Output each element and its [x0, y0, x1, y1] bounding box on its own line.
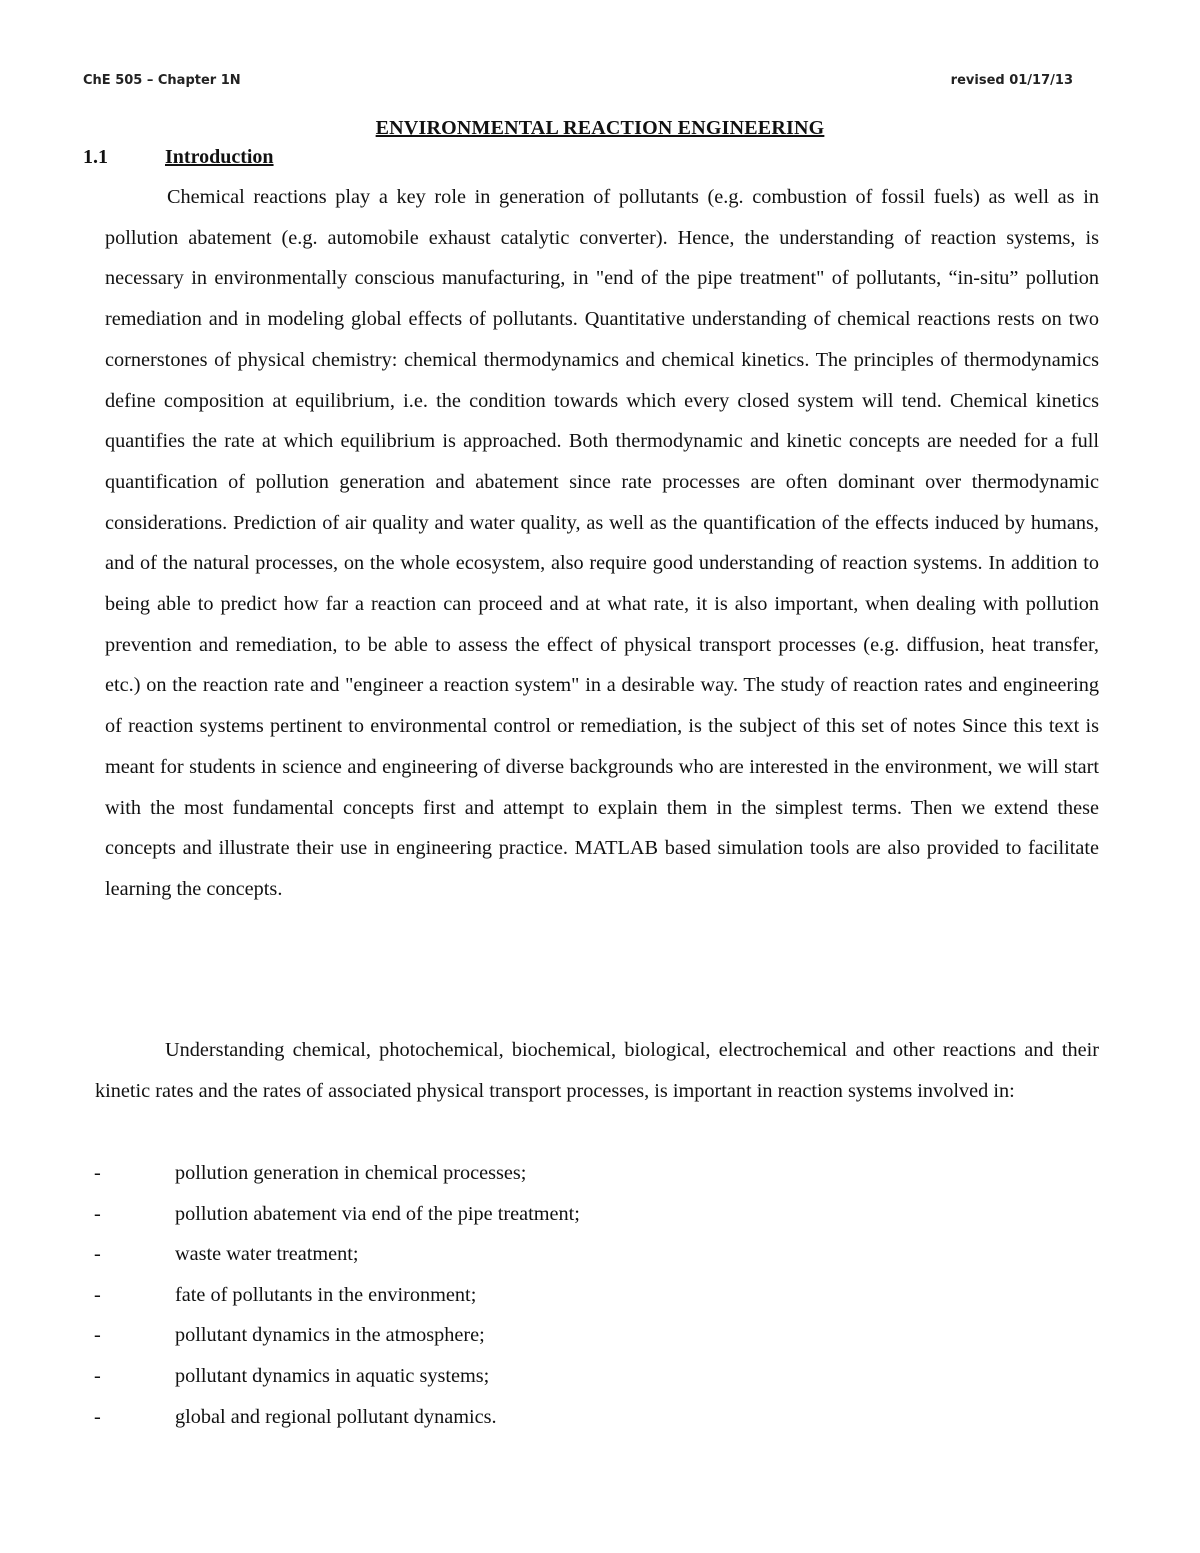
list-marker: -: [94, 1283, 101, 1306]
reaction-systems-list: [0, 1153, 1200, 1437]
list-marker: -: [94, 1405, 101, 1428]
header-revision-date: revised 01/17/13: [950, 73, 1073, 88]
paragraph-intro: Chemical reactions play a key role in generation of pollutants (e.g. combustion of fossil fuels) as well as in pollution abatement (e.g. automobile exhaust catalytic converter). Hence, the understanding of reaction systems, is necessary in environmentally conscious manufacturing, in "end of the pipe treatment" of pollutants, “in-situ” pollution remediation and in modeling global effects of pollutants. Quantitative understanding of chemical reactions rests on two cornerstones of physical chemistry: chemical thermodynamics and chemical kinetics. The principles of thermodynamics define composition at equilibrium, i.e. the condition towards which every closed system will tend. Chemical kinetics quantifies the rate at which equilibrium is approached. Both thermodynamic and kinetic concepts are needed for a full quantification of pollution generation and abatement since rate processes are often dominant over thermodynamic considerations. Prediction of air quality and water quality, as well as the quantification of the effects induced by humans, and of the natural processes, on the whole ecosystem, also require good understanding of reaction systems. In addition to being able to predict how far a reaction can proceed and at what rate, it is also important, when dealing with pollution prevention and remediation, to be able to assess the effect of physical transport processes (e.g. diffusion, heat transfer, etc.) on the reaction rate and "engineer a reaction system" in a desirable way. The study of reaction rates and engineering of reaction systems pertinent to environmental control or remediation, is the subject of this set of notes Since this text is meant for students in science and engineering of diverse backgrounds who are interested in the environment, we will start with the most fundamental concepts first and attempt to explain them in the simplest terms. Then we extend these concepts and illustrate their use in engineering practice. MATLAB based simulation tools are also provided to facilitate learning the concepts.: [105, 186, 1099, 900]
document-title: ENVIRONMENTAL REACTION ENGINEERING: [375, 117, 825, 139]
section-title: Introduction: [165, 146, 274, 168]
list-marker: -: [94, 1364, 101, 1387]
list-item-text: waste water treatment;: [175, 1243, 359, 1266]
list-marker: -: [94, 1202, 101, 1225]
list-item: [0, 1234, 1200, 1275]
list-marker: -: [94, 1243, 101, 1266]
list-item: [0, 1194, 1200, 1235]
list-item: [0, 1315, 1200, 1356]
list-item: [0, 1356, 1200, 1397]
list-marker: -: [94, 1324, 101, 1347]
list-item-text: pollution abatement via end of the pipe treatment;: [175, 1202, 580, 1225]
section-number: 1.1: [83, 146, 108, 168]
list-item-text: pollution generation in chemical processes;: [175, 1162, 527, 1184]
list-marker: -: [94, 1162, 101, 1184]
list-item: [0, 1275, 1200, 1316]
list-item-text: pollutant dynamics in aquatic systems;: [175, 1364, 490, 1387]
paragraph-understanding: Understanding chemical, photochemical, biochemical, biological, electrochemical and other reactions and their kinetic rates and the rates of associated physical transport processes, is important in reaction systems involved in:: [95, 1039, 1099, 1102]
list-item-text: global and regional pollutant dynamics.: [175, 1405, 497, 1428]
header-course: ChE 505 – Chapter 1N: [83, 73, 241, 88]
list-item: [0, 1153, 1200, 1194]
list-item-text: fate of pollutants in the environment;: [175, 1283, 477, 1306]
list-item-text: pollutant dynamics in the atmosphere;: [175, 1324, 485, 1347]
list-item: [0, 1397, 1200, 1438]
